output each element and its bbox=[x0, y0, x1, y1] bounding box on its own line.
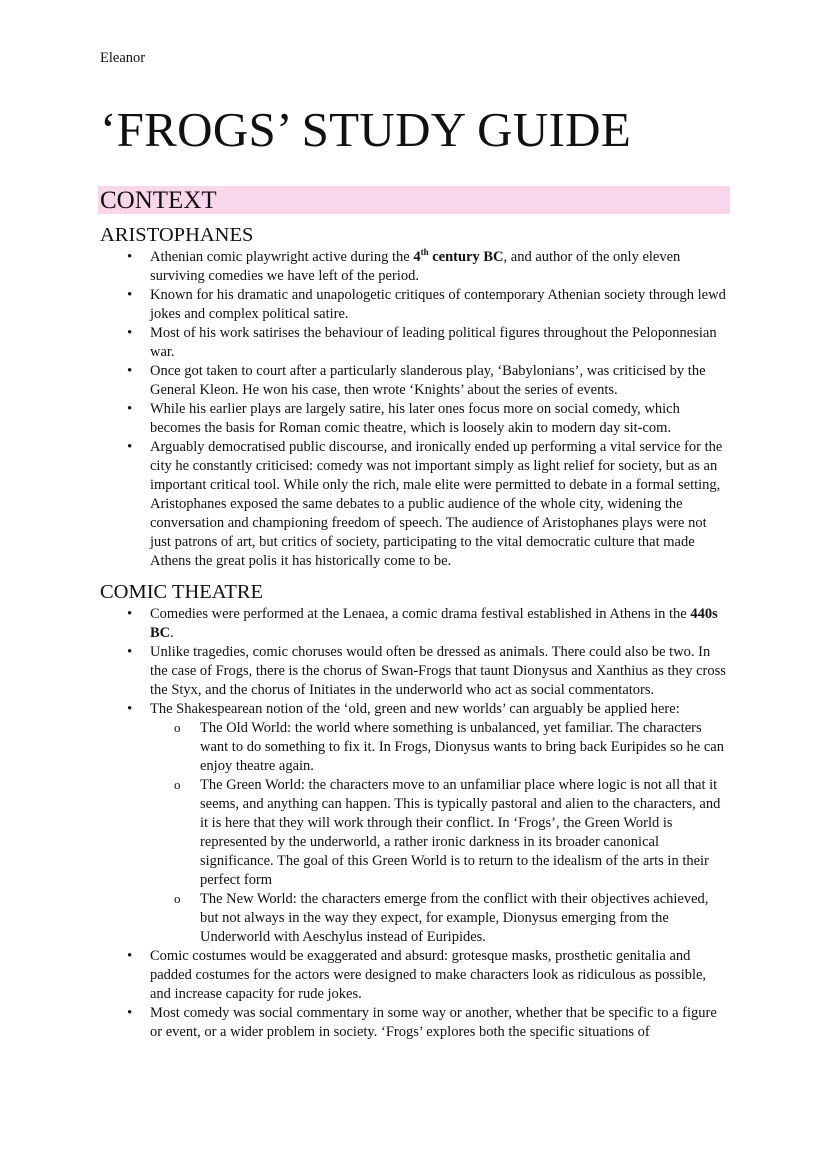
section-aristophanes bbox=[100, 222, 730, 571]
sub-bullet-item bbox=[100, 719, 730, 776]
bold-text: century BC bbox=[428, 249, 504, 265]
text: Most of his work satirises the behaviour of leading political figures throughout the Peloponnesian war. bbox=[150, 325, 717, 360]
bullet-item bbox=[100, 947, 730, 1004]
sub-bullet-item bbox=[100, 776, 730, 890]
text: Unlike tragedies, comic choruses would often be dressed as animals. There could also be two. In the case of Frogs, there is the chorus of Swan-Frogs that taunt Dionysus and Xanthius as they cross the Styx, and the chorus of Initiates in the underworld who act as social commentators. bbox=[150, 644, 726, 698]
bullet-item bbox=[100, 643, 730, 700]
sub-bullet-item bbox=[100, 890, 730, 947]
section-heading: CONTEXT bbox=[100, 187, 217, 214]
text: Athenian comic playwright active during the bbox=[150, 249, 414, 265]
bullet-item bbox=[100, 362, 730, 400]
bullet-item bbox=[100, 248, 730, 286]
bullet-item bbox=[100, 1004, 730, 1042]
text: The Green World: the characters move to an unfamiliar place where logic is not all that it seems, and anything can happen. This is typically pastoral and alien to the characters, and it is here that they will work through their conflict. In ‘Frogs’, the Green World is represented by the underworld, a rather ironic darkness in its broader canonical significance. The goal of this Green World is to return to the idealism of the arts in their perfect form bbox=[200, 777, 721, 888]
text: Comedies were performed at the Lenaea, a comic drama festival established in Athens in the bbox=[150, 606, 691, 622]
text: The Shakespearean notion of the ‘old, green and new worlds’ can arguably be applied here: bbox=[150, 701, 680, 717]
text: The Old World: the world where something is unbalanced, yet familiar. The characters want to do something to fix it. In Frogs, Dionysus wants to bring back Euripides so he can enjoy theatre again. bbox=[200, 720, 724, 774]
bold-text: th bbox=[420, 247, 429, 258]
text: , and author of the only eleven surviving comedies we have left of the period. bbox=[150, 249, 681, 284]
text: Known for his dramatic and unapologetic critiques of contemporary Athenian society through lewd jokes and complex political satire. bbox=[150, 287, 726, 322]
bullet-list bbox=[100, 248, 730, 571]
bold-text: 4 bbox=[413, 249, 421, 265]
bullet-item bbox=[100, 438, 730, 571]
bold-text: 440s BC bbox=[150, 606, 718, 641]
document-body bbox=[100, 222, 730, 1042]
bullet-list bbox=[100, 605, 730, 1042]
text: Once got taken to court after a particularly slanderous play, ‘Babylonians’, was criticised by the General Kleon. He won his case, then wrote ‘Knights’ about the series of events. bbox=[150, 363, 706, 398]
text: Arguably democratised public discourse, and ironically ended up performing a vital service for the city he constantly criticised: comedy was not important simply as light relief for society, but as an important critical tool. While only the rich, male elite were permitted to debate in a formal setting, Aristophanes exposed the same debates to a public audience of the whole city, widening the conversation and championing freedom of speech. The audience of Aristophanes plays were not just patrons of art, but critics of society, participating to the vital democratic culture that made Athens the great polis it has historically come to be. bbox=[150, 439, 723, 569]
text: While his earlier plays are largely satire, his later ones focus more on social comedy, which becomes the basis for Roman comic theatre, which is loosely akin to modern day sit-com. bbox=[150, 401, 680, 436]
bullet-item bbox=[100, 324, 730, 362]
document-title: ‘FROGS’ STUDY GUIDE bbox=[100, 102, 632, 157]
text: Most comedy was social commentary in some way or another, whether that be specific to a figure or event, or a wider problem in society. ‘Frogs’ explores both the specific situations of bbox=[150, 1005, 717, 1040]
bullet-item bbox=[100, 700, 730, 719]
section-comic-theatre bbox=[100, 579, 730, 1042]
text: . bbox=[170, 625, 174, 641]
text: Comic costumes would be exaggerated and absurd: grotesque masks, prosthetic genitalia and padded costumes for the actors were designed to make characters look as ridiculous as possible, and increase capacity for rude jokes. bbox=[150, 948, 707, 1002]
text: The New World: the characters emerge from the conflict with their objectives achieved, but not always in the way they expect, for example, Dionysus emerging from the Underworld with Aeschylus instead of Euripides. bbox=[200, 891, 709, 945]
author-name: Eleanor bbox=[100, 50, 146, 66]
bullet-item bbox=[100, 605, 730, 643]
subheading-comic-theatre: COMIC THEATRE bbox=[100, 581, 264, 603]
bullet-item bbox=[100, 286, 730, 324]
section-band-context bbox=[98, 186, 730, 214]
bullet-item bbox=[100, 400, 730, 438]
subheading-aristophanes: ARISTOPHANES bbox=[100, 224, 254, 246]
